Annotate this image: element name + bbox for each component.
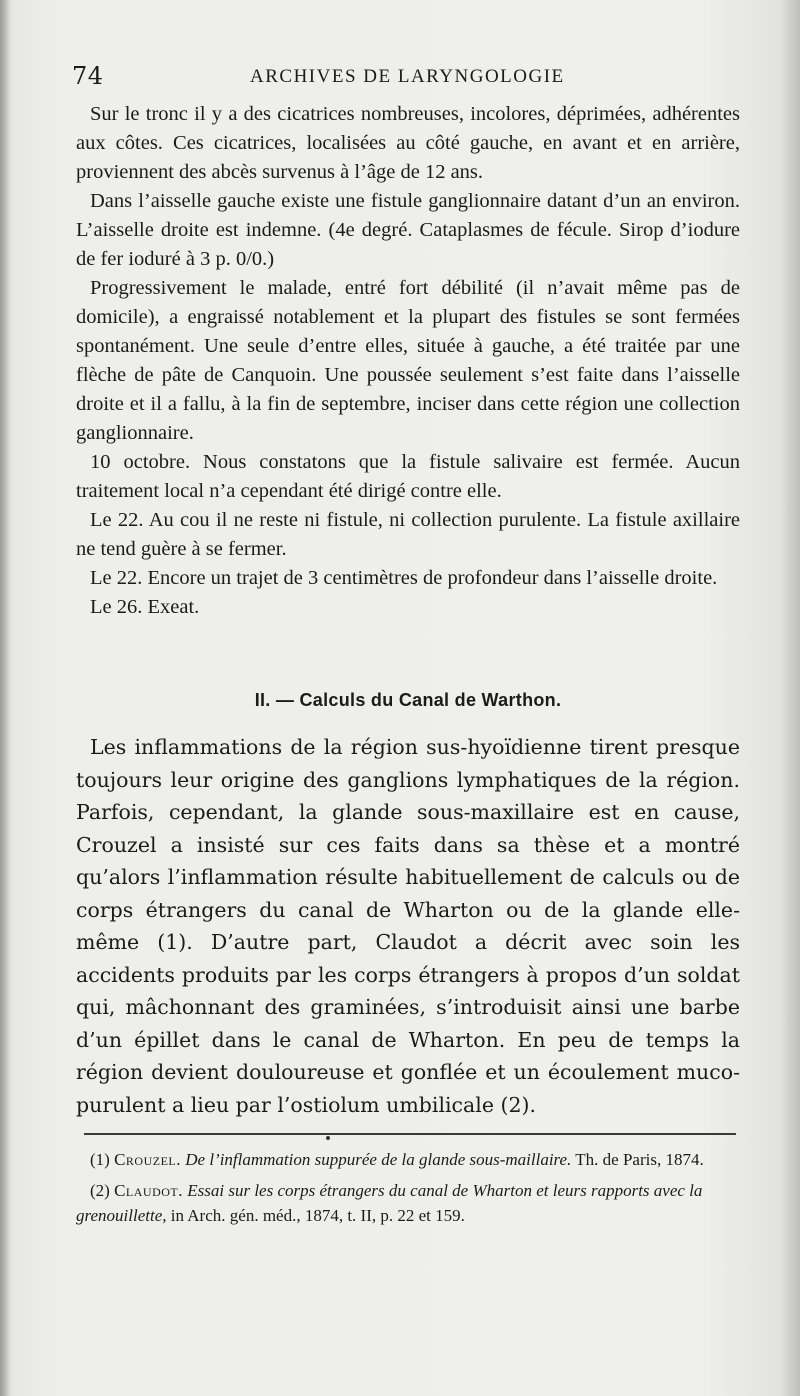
footnote-title: Essai sur les corps étrangers du canal de Wharton et leurs rapports avec la grenouillette, (76, 1181, 703, 1225)
footnote-details: in Arch. gén. méd., 1874, t. II, p. 22 et 159. (170, 1206, 465, 1225)
case-note-paragraph: Le 22. Au cou il ne reste ni fistule, ni collection purulente. La fistule axillaire ne tend guère à se fermer. (76, 509, 740, 560)
case-note-paragraph: Dans l’aisselle gauche existe une fistule ganglionnaire datant d’un an environ. L’aisselle droite est indemne. (4e degré. Cataplasmes de fécule. Sirop d’iodure de fer ioduré à 3 p. 0/0.) (76, 190, 740, 270)
footnote-marker: (1) (90, 1150, 110, 1169)
footnote-marker: (2) (90, 1181, 110, 1200)
section-title: II. — Calculs du Canal de Warthon. (254, 690, 562, 710)
footnote-2 (76, 1178, 740, 1228)
footnote-rule-dot (326, 1136, 330, 1140)
body-paragraph: Les inflammations de la région sus-hyoïdienne tirent presque toujours leur origine des ganglions lymphatiques de la région. Parfois, cependant, la glande sous-maxillaire est en cause, Crouzel a insisté sur ces faits dans sa thèse et a montré qu’alors l’inflammation résulte habituellement de calculs ou de corps étrangers du canal de Wharton ou de la glande elle-même (1). D’autre part, Claudot a décrit avec soin les accidents produits par les corps étrangers à propos d’un soldat qui, mâchonnant des graminées, s’introduisit ainsi une barbe d’un épillet dans le canal de Wharton. En peu de temps la région devient douloureuse et gonflée et un écoulement muco-purulent a lieu par l’ostiolum umbilicale (2). (76, 735, 740, 1117)
footnotes (76, 1147, 740, 1234)
running-head: ARCHIVES DE LARYNGOLOGIE (250, 66, 565, 87)
footnote-details: Th. de Paris, 1874. (575, 1150, 704, 1169)
case-note-paragraph: 10 octobre. Nous constatons que la fistule salivaire est fermée. Aucun traitement local n’a cependant été dirigé contre elle. (76, 451, 740, 502)
page-number: 74 (72, 62, 104, 90)
page-header (72, 58, 742, 92)
case-note-paragraph: Le 22. Encore un trajet de 3 centimètres de profondeur dans l’aisselle droite. (90, 567, 718, 589)
case-note-paragraph: Le 26. Exeat. (90, 596, 200, 618)
binding-shadow (0, 0, 10, 1396)
case-note-paragraph: Sur le tronc il y a des cicatrices nombreuses, incolores, déprimées, adhérentes aux côtes. Ces cicatrices, localisées au côté gauche, en avant et en arrière, proviennent des abcès survenus à l’âge de 12 ans. (76, 103, 740, 183)
case-notes (76, 100, 740, 622)
case-note-paragraph: Progressivement le malade, entré fort débilité (il n’avait même pas de domicile), a engraissé notablement et la plupart des fistules se sont fermées spontanément. Une seule d’entre elles, située à gauche, a été traitée par une flèche de pâte de Canquoin. Une poussée seulement s’est faite dans l’aisselle droite et il a fallu, à la fin de septembre, inciser dans cette région une collection ganglionnaire. (76, 277, 740, 444)
body-text (76, 731, 740, 1121)
footnote-1 (76, 1147, 740, 1172)
footnote-rule (84, 1133, 736, 1135)
footnote-title: De l’inflammation suppurée de la glande sous-maillaire. (185, 1150, 572, 1169)
footnote-author: Crouzel. (114, 1150, 181, 1169)
footnote-author: Claudot. (114, 1181, 183, 1200)
